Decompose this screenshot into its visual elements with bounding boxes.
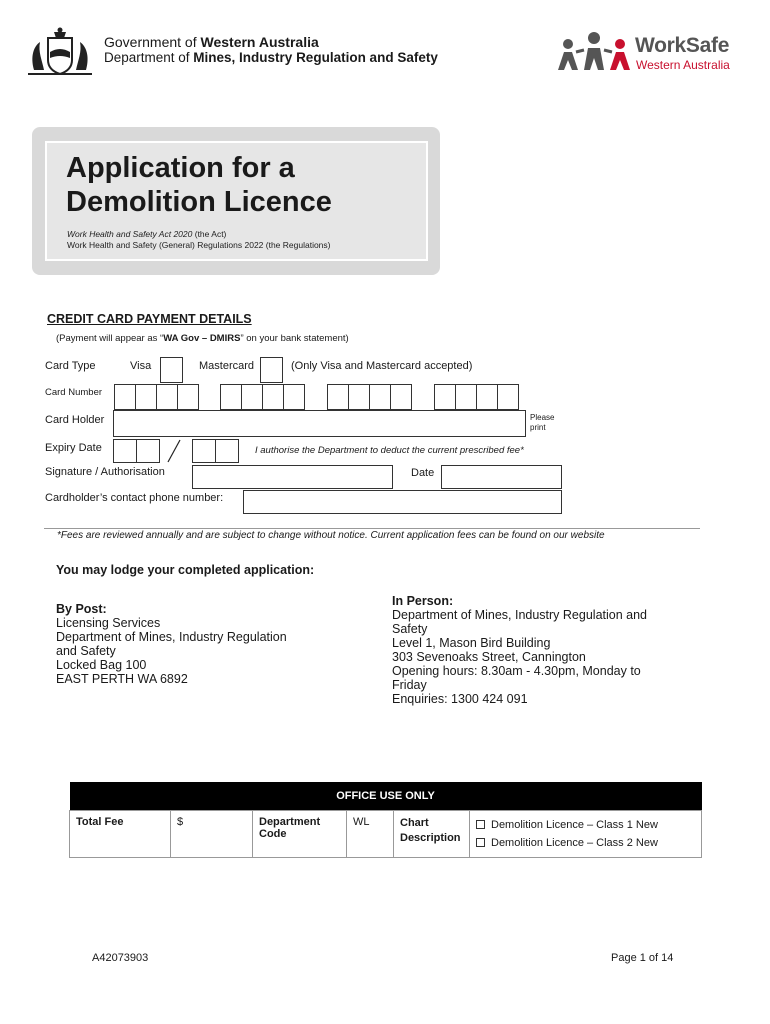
document-id: A42073903 [92,952,149,964]
licence-options [470,810,702,857]
office-use-heading: OFFICE USE ONLY [70,782,702,810]
card-holder-input[interactable] [113,410,526,437]
wl-code: WL [347,810,394,857]
worksafe-logo-icon [556,30,634,74]
total-fee-value[interactable]: $ [171,810,253,857]
fees-note: *Fees are reviewed annually and are subject to change without notice. Current application fees can be found on our website [57,530,605,541]
expiry-year-2[interactable] [215,439,239,463]
date-slash [166,438,182,464]
mastercard-checkbox[interactable] [260,357,283,383]
chart-description-label: Chart Description [394,810,470,857]
in-person-title: In Person: [392,594,454,608]
lodge-heading: You may lodge your completed application: [56,563,315,577]
option-class-2[interactable]: Demolition Licence – Class 2 New [476,834,695,852]
option-class-1[interactable]: Demolition Licence – Class 1 New [476,816,695,834]
dept-line: Department of Mines, Industry Regulation and Safety [104,50,438,65]
authorise-text: I authorise the Department to deduct the current prescribed fee* [255,445,524,456]
post-address: By Post: Licensing Services Department of Mines, Industry Regulation and Safety Locked Bag 100 EAST PERTH WA 6892 [56,602,287,686]
page-title-line2: Demolition Licence [66,186,332,218]
phone-input[interactable] [243,490,562,514]
worksafe-name: WorkSafe [635,34,730,57]
total-fee-label: Total Fee [70,810,171,857]
card-number-field[interactable] [114,384,526,410]
expiry-year-1[interactable] [192,439,216,463]
in-person-address: In Person: Department of Mines, Industry Regulation and Safety Level 1, Mason Bird Building 303 Sevenoaks Street, Cannington Opening hours: 8.30am - 4.30pm, Monday to Friday Enquiries: 1300 424 091 [392,594,647,706]
expiry-month-1[interactable] [113,439,137,463]
statement-note: (Payment will appear as “WA Gov – DMIRS” on your bank statement) [56,333,349,344]
regulations-reference: Work Health and Safety (General) Regulations 2022 (the Regulations) [67,240,331,250]
wa-crest-logo [20,26,100,78]
office-use-table [69,782,702,858]
post-title: By Post: [56,602,107,616]
checkbox-icon[interactable] [476,820,485,829]
expiry-month-2[interactable] [136,439,160,463]
accepted-note: (Only Visa and Mastercard accepted) [291,360,473,372]
page-title-line1: Application for a [66,152,295,184]
signature-input[interactable] [192,465,393,489]
mastercard-label: Mastercard [199,360,255,372]
page-number: Page 1 of 14 [611,952,674,964]
please-print-note: Please print [530,413,555,432]
gov-line: Government of Western Australia [104,34,319,50]
date-input[interactable] [441,465,562,489]
phone-label: Cardholder’s contact phone number: [45,492,224,504]
date-label: Date [411,467,435,479]
card-number-label: Card Number [45,387,103,398]
worksafe-subtitle: Western Australia [636,58,730,72]
card-type-label: Card Type [45,360,96,372]
payment-heading: CREDIT CARD PAYMENT DETAILS [47,312,252,326]
divider [44,528,700,529]
expiry-label: Expiry Date [45,442,102,454]
checkbox-icon[interactable] [476,838,485,847]
visa-checkbox[interactable] [160,357,183,383]
signature-label: Signature / Authorisation [45,466,165,478]
visa-label: Visa [130,360,152,372]
act-reference: Work Health and Safety Act 2020 (the Act) [67,229,227,239]
card-holder-label: Card Holder [45,414,105,426]
department-code-label: Department Code [253,810,347,857]
